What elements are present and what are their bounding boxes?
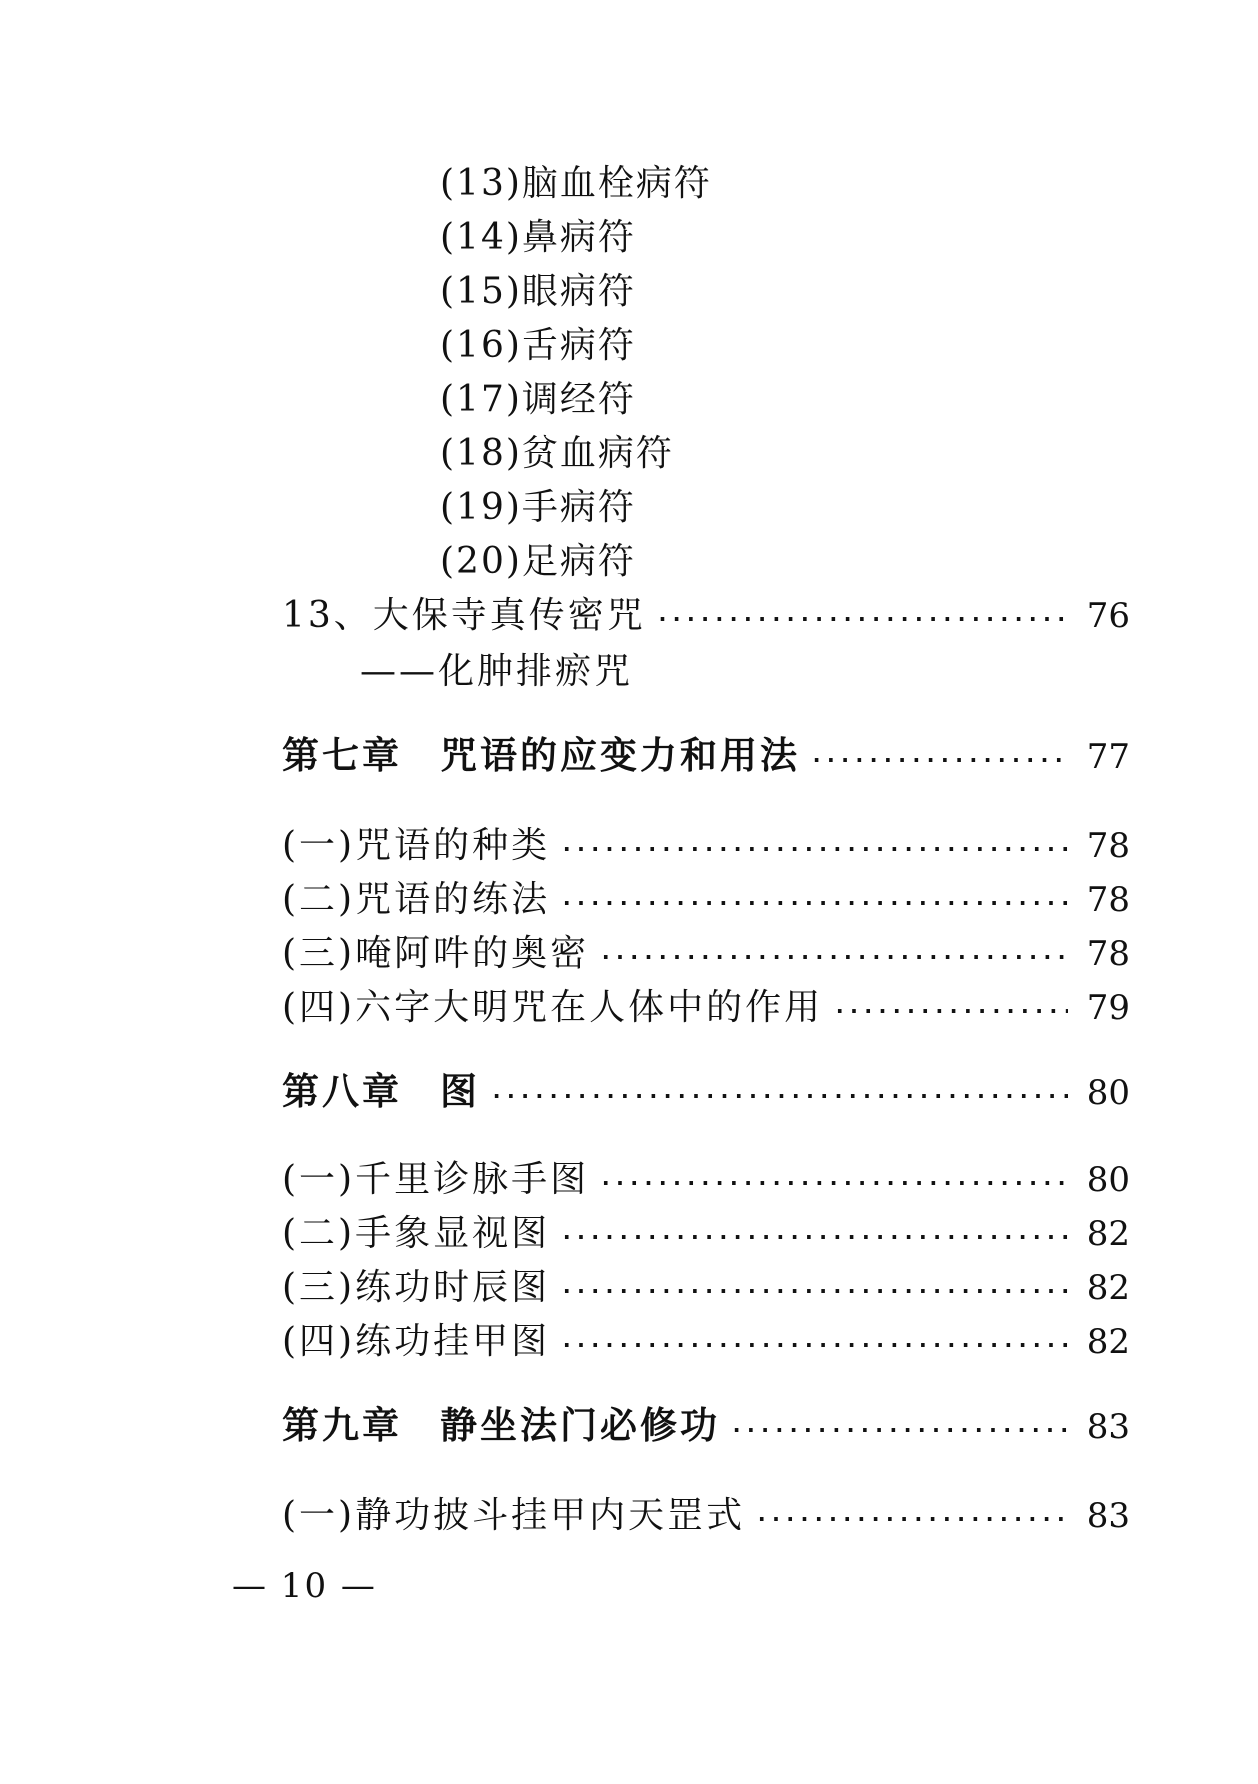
chapter-title: 咒语的应变力和用法 xyxy=(440,734,800,777)
toc-entry-title: (一)静功披斗挂甲内天罡式 xyxy=(282,1495,746,1536)
toc-entry xyxy=(282,1154,1130,1206)
toc-entry-page: 82 xyxy=(1086,1214,1130,1254)
toc-entry xyxy=(282,874,1130,926)
leader-dots xyxy=(490,1072,1068,1124)
chapter-label: 第七章 xyxy=(282,734,402,777)
chapter-label: 第八章 xyxy=(282,1070,402,1113)
leader-dots xyxy=(599,933,1068,985)
toc-chapter-8 xyxy=(282,1066,1130,1118)
leader-dots xyxy=(560,1267,1068,1319)
toc-entry-title: (一)咒语的种类 xyxy=(282,825,551,866)
chapter-page: 77 xyxy=(1086,737,1130,777)
toc-subitem: (17)调经符 xyxy=(440,379,636,420)
leader-dots xyxy=(755,1495,1068,1547)
leader-dots xyxy=(833,987,1068,1039)
toc-entry xyxy=(282,982,1130,1034)
chapter-title: 静坐法门必修功 xyxy=(440,1404,720,1447)
toc-entry-title: (三)练功时辰图 xyxy=(282,1267,551,1308)
toc-subitem: (15)眼病符 xyxy=(440,271,636,312)
toc-entry xyxy=(282,820,1130,872)
toc-entry-page: 80 xyxy=(1086,1160,1130,1200)
chapter-label: 第九章 xyxy=(282,1404,402,1447)
toc-entry xyxy=(282,1316,1130,1368)
toc-entry-title: (一)千里诊脉手图 xyxy=(282,1159,590,1200)
toc-entry xyxy=(282,928,1130,980)
leader-dots xyxy=(560,1213,1068,1265)
chapter-title: 图 xyxy=(440,1070,480,1113)
leader-dots xyxy=(560,879,1068,931)
toc-entry-page: 83 xyxy=(1086,1496,1130,1536)
toc-entry-page: 82 xyxy=(1086,1322,1130,1362)
leader-dots xyxy=(656,595,1068,647)
toc-subitem: (19)手病符 xyxy=(440,487,636,528)
leader-dots xyxy=(560,1321,1068,1373)
toc-entry-page: 78 xyxy=(1086,880,1130,920)
toc-chapter-7 xyxy=(282,730,1130,782)
toc-subitem: (14)鼻病符 xyxy=(440,217,636,258)
toc-entry-title: (二)手象显视图 xyxy=(282,1213,551,1254)
toc-entry-title: (三)唵阿吽的奥密 xyxy=(282,933,590,974)
page-number: — 10 — xyxy=(232,1566,377,1606)
leader-dots xyxy=(730,1406,1068,1458)
toc-entry-page: 76 xyxy=(1086,596,1130,636)
chapter-page: 83 xyxy=(1086,1407,1130,1447)
toc-entry xyxy=(282,1208,1130,1260)
toc-entry-title: (四)六字大明咒在人体中的作用 xyxy=(282,987,824,1028)
toc-entry-section-13 xyxy=(282,590,1130,642)
toc-entry xyxy=(282,1490,1130,1542)
toc-entry-title: (二)咒语的练法 xyxy=(282,879,551,920)
toc-entry-page: 79 xyxy=(1086,988,1130,1028)
toc-chapter-9 xyxy=(282,1400,1130,1452)
leader-dots xyxy=(599,1159,1068,1211)
toc-subitem: (18)贫血病符 xyxy=(440,433,674,474)
toc-entry-title: 13、大保寺真传密咒 xyxy=(282,595,646,636)
toc-subitem: (16)舌病符 xyxy=(440,325,636,366)
toc-subitem: (20)足病符 xyxy=(440,541,636,582)
toc-entry-page: 82 xyxy=(1086,1268,1130,1308)
toc-entry-page: 78 xyxy=(1086,934,1130,974)
toc-entry-title: (四)练功挂甲图 xyxy=(282,1321,551,1362)
toc-entry-page: 78 xyxy=(1086,826,1130,866)
leader-dots xyxy=(810,736,1068,788)
toc-entry-subtitle: ——化肿排瘀咒 xyxy=(360,651,634,692)
chapter-page: 80 xyxy=(1086,1073,1130,1113)
toc-entry xyxy=(282,1262,1130,1314)
toc-subitem: (13)脑血栓病符 xyxy=(440,163,712,204)
leader-dots xyxy=(560,825,1068,877)
